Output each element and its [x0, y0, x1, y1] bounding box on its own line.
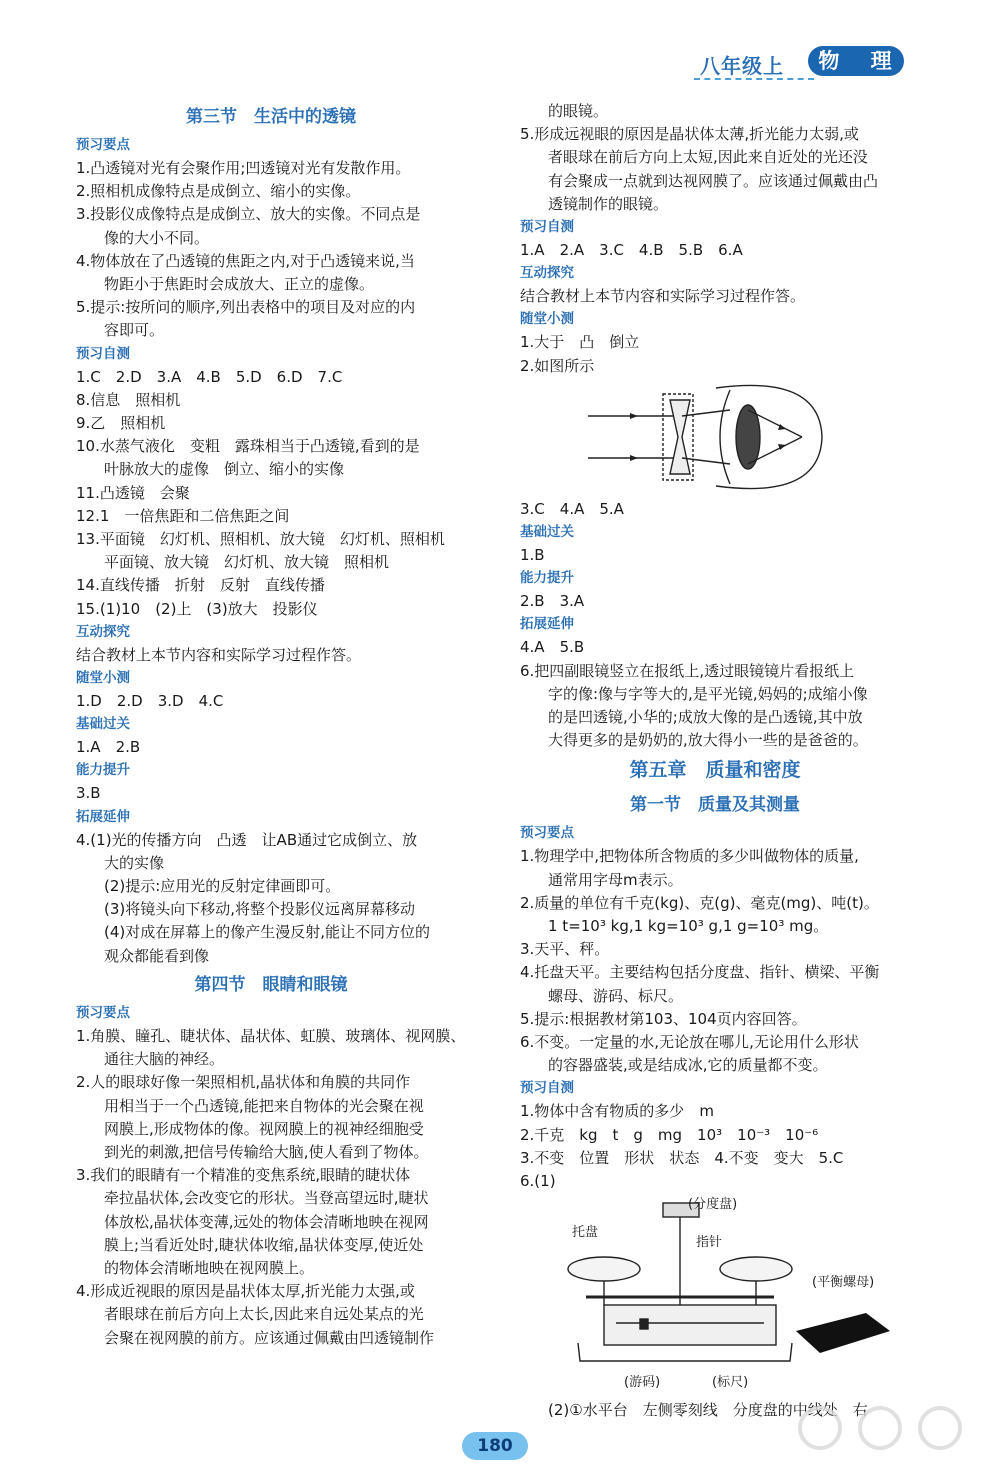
answer-line: 3.C 4.A 5.A [520, 499, 624, 518]
answer-line: 1.物理学中,把物体所含物质的多少叫做物体的质量, [520, 847, 859, 866]
section-heading: 第四节 眼睛和眼镜 [194, 974, 348, 995]
answer-line: 1.大于 凸 倒立 [520, 333, 640, 352]
answer-line: 牵拉晶状体,会改变它的形状。当登高望远时,睫状 [104, 1189, 429, 1208]
answer-line: 字的像:像与字等大的,是平光镜,妈妈的;成缩小像 [548, 684, 868, 703]
answer-line: 3.投影仪成像特点是成倒立、放大的实像。不同点是 [76, 205, 421, 224]
balance-label-rider: (游码) [624, 1375, 661, 1391]
answer-line: 的眼镜。 [548, 102, 609, 120]
answer-line: 大得更多的是奶奶的,放大得小一些的是爸爸的。 [548, 731, 868, 750]
answer-line: 1.物体中含有物质的多少 m [520, 1102, 714, 1121]
answer-line: 4.物体放在了凸透镜的焦距之内,对于凸透镜来说,当 [76, 251, 415, 270]
answer-line: 会聚在视网膜的前方。应该通过佩戴由凹透镜制作 [104, 1328, 435, 1347]
subheading: 互动探究 [520, 265, 574, 282]
answer-line: 5.提示:根据教材第103、104页内容回答。 [520, 1009, 807, 1028]
answer-line: 2.照相机成像特点是成倒立、缩小的实像。 [76, 182, 361, 201]
answer-line: 15.(1)10 (2)上 (3)放大 投影仪 [76, 599, 318, 618]
answer-line: 6.(1) [520, 1172, 556, 1191]
balance-label-pointer: 指针 [696, 1235, 723, 1251]
subheading: 预习自测 [520, 1080, 574, 1097]
answer-line: 通常用字母m表示。 [548, 870, 683, 889]
answer-line: 12.1 一倍焦距和二倍焦距之间 [76, 506, 290, 525]
answer-line: 平面镜、放大镜 幻灯机、放大镜 照相机 [104, 553, 390, 572]
answer-line: 膜上;当看近处时,睫状体收缩,晶状体变厚,使近处 [104, 1235, 424, 1254]
answer-line: 者眼球在前后方向上太短,因此来自近处的光还没 [548, 148, 868, 167]
answer-line: 者眼球在前后方向上太长,因此来自远处某点的光 [104, 1305, 424, 1324]
right-column [520, 100, 910, 1423]
eye-lens-svg [520, 378, 910, 498]
answer-line: 叶脉放大的虚像 倒立、缩小的实像 [104, 460, 345, 479]
subheading: 拓展延伸 [520, 616, 574, 633]
answer-line: 11.凸透镜 会聚 [76, 483, 190, 502]
answer-line: 10.水蒸气液化 变粗 露珠相当于凸透镜,看到的是 [76, 437, 420, 456]
answer-line: 5.提示:按所问的顺序,列出表格中的项目及对应的内 [76, 298, 416, 317]
answer-line: 2.人的眼球好像一架照相机,晶状体和角膜的共同作 [76, 1073, 411, 1092]
answer-line: 的是凹透镜,小华的;成放大像的是凸透镜,其中放 [548, 708, 863, 727]
subheading: 能力提升 [520, 570, 574, 587]
answer-line: 物距小于焦距时会成放大、正立的虚像。 [104, 275, 375, 294]
balance-label-dial: (分度盘) [688, 1197, 738, 1213]
answer-line: 4.形成近视眼的原因是晶状体太厚,折光能力太强,或 [76, 1282, 415, 1301]
balance-diagram [520, 1193, 910, 1399]
header-divider [694, 78, 814, 80]
answer-line: 网膜上,形成物体的像。视网膜上的视神经细胞受 [104, 1119, 424, 1138]
watermark-logo [780, 1400, 990, 1466]
page-header [690, 44, 915, 84]
subheading: 预习自测 [76, 345, 130, 362]
answer-line: 3.B [76, 784, 101, 803]
subheading: 拓展延伸 [76, 808, 130, 825]
answer-line: 8.信息 照相机 [76, 390, 181, 409]
answer-line: (3)将镜头向下移动,将整个投影仪远离屏幕移动 [104, 900, 416, 919]
answer-line: 的物体会清晰地映在视网膜上。 [104, 1258, 315, 1277]
answer-line: 3.不变 位置 形状 状态 4.不变 变大 5.C [520, 1148, 844, 1167]
answer-line: 4.托盘天平。主要结构包括分度盘、指针、横梁、平衡 [520, 963, 880, 982]
chapter-heading: 第五章 质量和密度 [629, 759, 801, 782]
answer-line: 4.A 5.B [520, 638, 585, 657]
page-number: 180 [462, 1432, 528, 1460]
answer-line: 6.把四副眼镜竖立在报纸上,透过眼镜镜片看报纸上 [520, 661, 855, 680]
answer-line: 1.A 2.B [76, 738, 141, 757]
answer-line: 6.不变。一定量的水,无论放在哪儿,无论用什么形状 [520, 1033, 859, 1052]
answer-line: 体放松,晶状体变薄,远处的物体会清晰地映在视网 [104, 1212, 429, 1231]
answer-line: 螺母、游码、标尺。 [548, 986, 684, 1005]
answer-line: 9.乙 照相机 [76, 414, 166, 433]
answer-line: 2.千克 kg t g mg 10³ 10⁻³ 10⁻⁶ [520, 1125, 819, 1144]
answer-line: 大的实像 [104, 853, 165, 872]
left-column [76, 100, 466, 1350]
subheading: 预习要点 [76, 137, 130, 153]
section-heading: 第三节 生活中的透镜 [186, 107, 356, 127]
answer-line: 1.角膜、瞳孔、睫状体、晶状体、虹膜、玻璃体、视网膜、 [76, 1026, 466, 1045]
subheading: 预习要点 [520, 825, 574, 842]
subheading: 互动探究 [76, 623, 130, 640]
answer-line: 像的大小不同。 [104, 228, 210, 247]
answer-line: 的容器盛装,或是结成冰,它的质量都不变。 [548, 1056, 828, 1075]
balance-label-nut: (平衡螺母) [812, 1275, 875, 1291]
answer-line: (2)①水平台 左侧零刻线 分度盘的中线处 右 [548, 1401, 868, 1420]
subheading: 预习要点 [76, 1004, 130, 1021]
answer-line: 1.凸透镜对光有会聚作用;凹透镜对光有发散作用。 [76, 159, 411, 177]
grade-label: 八年级上 [700, 54, 784, 78]
answer-line: 4.(1)光的传播方向 凸透 让AB通过它成倒立、放 [76, 830, 418, 849]
answer-line: 到光的刺激,把信号传输给大脑,使人看到了物体。 [104, 1142, 429, 1161]
answer-line: 结合教材上本节内容和实际学习过程作答。 [520, 287, 806, 306]
answer-line: 14.直线传播 折射 反射 直线传播 [76, 576, 325, 595]
answer-line: 13.平面镜 幻灯机、照相机、放大镜 幻灯机、照相机 [76, 530, 445, 549]
subheading: 能力提升 [76, 762, 130, 779]
answer-line: 1.B [520, 546, 545, 565]
answer-line: 1.C 2.D 3.A 4.B 5.D 6.D 7.C [76, 367, 343, 386]
subheading: 基础过关 [76, 716, 130, 733]
answer-line: 透镜制作的眼镜。 [548, 194, 669, 213]
subheading: 随堂小测 [520, 311, 574, 328]
answer-line: 2.B 3.A [520, 592, 585, 611]
balance-label-tray: 托盘 [572, 1225, 599, 1241]
subheading: 预习自测 [520, 219, 574, 236]
subheading: 随堂小测 [76, 670, 130, 687]
answer-line: 5.形成远视眼的原因是晶状体太薄,折光能力太弱,或 [520, 125, 859, 144]
answer-line: (2)提示:应用光的反射定律画即可。 [104, 877, 341, 896]
subheading: 基础过关 [520, 524, 574, 541]
answer-line: 用相当于一个凸透镜,能把来自物体的光会聚在视 [104, 1096, 424, 1115]
answer-line: 结合教材上本节内容和实际学习过程作答。 [76, 645, 362, 664]
eye-lens-diagram [520, 378, 910, 498]
answer-line: 1.D 2.D 3.D 4.C [76, 692, 224, 711]
balance-label-scale: (标尺) [712, 1375, 749, 1391]
section-heading: 第一节 质量及其测量 [630, 795, 800, 816]
answer-line: 观众都能看到像 [104, 946, 210, 965]
answer-line: 2.质量的单位有千克(kg)、克(g)、毫克(mg)、吨(t)。 [520, 893, 879, 912]
answer-line: 通往大脑的神经。 [104, 1050, 225, 1069]
answer-line: 1 t=10³ kg,1 kg=10³ g,1 g=10³ mg。 [548, 917, 829, 936]
answer-line: 容即可。 [104, 321, 165, 340]
answer-line: 有会聚成一点就到达视网膜了。应该通过佩戴由凸 [548, 171, 879, 190]
answer-line: (4)对成在屏幕上的像产生漫反射,能让不同方位的 [104, 923, 431, 942]
subject-badge: 物 理 [808, 46, 904, 76]
answer-line: 1.A 2.A 3.C 4.B 5.B 6.A [520, 241, 743, 260]
answer-line: 3.天平、秤。 [520, 940, 610, 959]
answer-line: 3.我们的眼睛有一个精准的变焦系统,眼睛的睫状体 [76, 1166, 411, 1185]
answer-line: 2.如图所示 [520, 356, 595, 375]
